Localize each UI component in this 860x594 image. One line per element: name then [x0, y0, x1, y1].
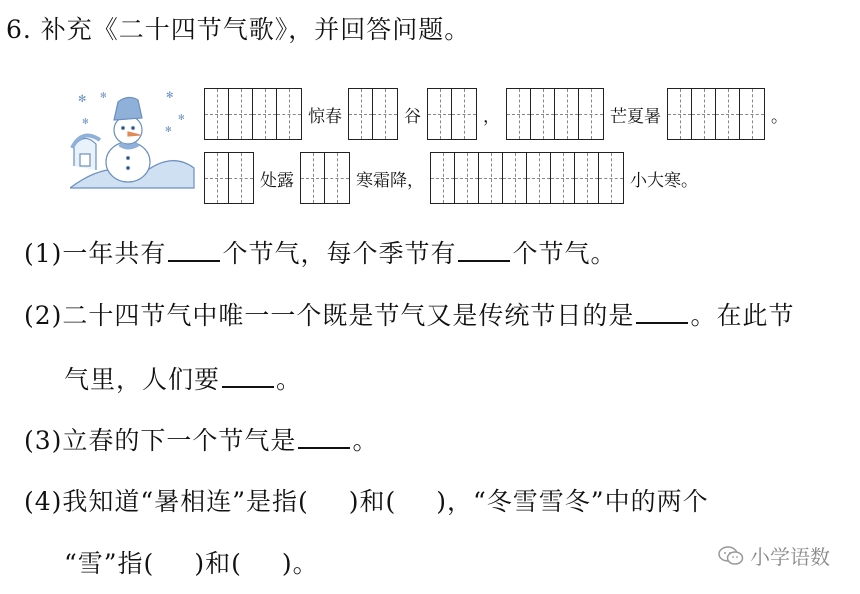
watermark-text: 小学语数 — [750, 545, 830, 569]
question-text: 我知道“暑相连”是指( — [62, 487, 309, 516]
answer-blank[interactable] — [636, 318, 688, 324]
poem-row-2 — [204, 152, 704, 204]
answer-blank[interactable] — [298, 443, 350, 449]
question-2-continued — [64, 360, 302, 396]
svg-text:✻: ✻ — [166, 91, 174, 101]
question-text: 。 — [276, 365, 303, 394]
poem-text: ， — [483, 106, 500, 127]
answer-blank[interactable] — [458, 256, 510, 262]
poem-text: 谷 — [404, 106, 421, 127]
question-number: (3) — [24, 426, 63, 455]
snowman-illustration — [70, 88, 195, 193]
question-text: 一年共有 — [62, 239, 167, 268]
question-text: 立春的下一个节气是 — [62, 426, 297, 455]
question-2 — [24, 296, 794, 332]
question-text: 个节气，每个季节有 — [222, 239, 457, 268]
question-number: (2) — [24, 301, 63, 330]
question-text: 二十四节气中唯一一个既是节气又是传统节日的是 — [62, 301, 635, 330]
blank-grid[interactable] — [667, 88, 765, 140]
question-text: 。在此节 — [690, 301, 795, 330]
poem-text: 寒霜降， — [356, 170, 424, 191]
question-text: )和( — [194, 549, 242, 578]
question-text: 个节气。 — [512, 239, 617, 268]
question-1 — [24, 234, 616, 270]
poem-text: 小大寒。 — [630, 170, 698, 191]
blank-grid[interactable] — [300, 152, 350, 204]
blank-grid[interactable] — [204, 152, 254, 204]
watermark — [718, 541, 830, 570]
question-text: )。 — [281, 549, 319, 578]
blank-grid[interactable] — [430, 152, 624, 204]
question-4 — [24, 482, 709, 518]
svg-text:✻: ✻ — [178, 113, 185, 122]
question-3 — [24, 421, 378, 457]
wechat-icon — [718, 545, 744, 567]
answer-blank[interactable] — [168, 256, 220, 262]
blank-grid[interactable] — [506, 88, 604, 140]
question-number: (4) — [24, 487, 63, 516]
question-title: 6. 补充《二十四节气歌》，并回答问题。 — [6, 15, 471, 44]
blank-grid[interactable] — [204, 88, 302, 140]
question-number: (1) — [24, 239, 63, 268]
question-text: )和( — [348, 487, 397, 516]
question-text: 。 — [352, 426, 379, 455]
question-text: 气里，人们要 — [64, 365, 221, 394]
poem-text: 芒夏暑 — [610, 106, 661, 127]
svg-text:✻: ✻ — [82, 117, 89, 126]
blank-grid[interactable] — [427, 88, 477, 140]
answer-blank[interactable] — [222, 382, 274, 388]
question-text: )，“冬雪雪冬”中的两个 — [436, 487, 709, 516]
poem-text: 。 — [771, 106, 788, 127]
svg-text:✻: ✻ — [78, 94, 87, 105]
svg-text:✻: ✻ — [165, 125, 172, 134]
poem-text: 处露 — [260, 170, 294, 191]
svg-text:✻: ✻ — [100, 91, 107, 100]
poem-text: 惊春 — [308, 106, 342, 127]
blank-grid[interactable] — [348, 88, 398, 140]
question-4-continued — [64, 544, 319, 580]
question-text: “雪”指( — [64, 549, 155, 578]
poem-row-1 — [204, 88, 794, 140]
